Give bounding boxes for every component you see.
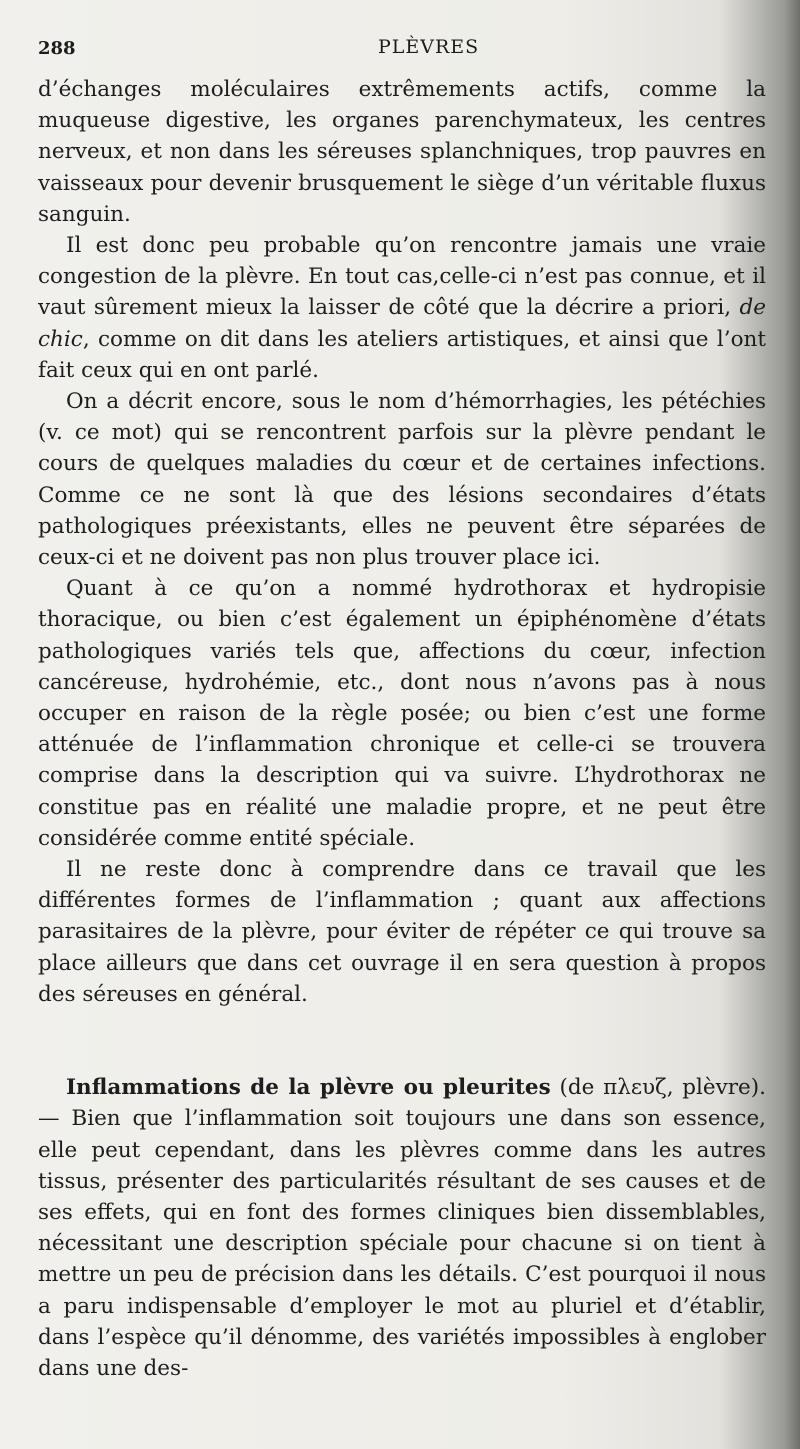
paragraph-congestion-text-start: Il est donc peu probable qu’on rencontre jamais une vraie congestion de la plèvre. En tout cas,celle-ci n’est pas connue, et il vaut sûrement mieux la laisser de côté que la décrire a priori, xyxy=(38,233,766,321)
running-head: PLÈVRES xyxy=(378,36,480,58)
paragraph-continuation: d’échanges moléculaires extrêmements actifs, comme la muqueuse digestive, les organes parenchymateux, les centres nerveux, et non dans les séreuses splanchniques, trop pauvres en vaisseaux pour devenir brusquement le siège d’un véritable fluxus sanguin. xyxy=(38,77,766,227)
paragraph-congestion-text-end: , comme on dit dans les ateliers artistiques, et ainsi que l’ont fait ceux qui en ont parlé. xyxy=(38,326,766,383)
paragraph-pleurites-text: (de πλευζ, plèvre). — Bien que l’inflammation soit toujours une dans son essence, elle peut cependant, dans les plèvres comme dans les autres tissus, présenter des particularités résultant de ses causes et de ses effets, qui en font des formes cliniques bien dissemblables, nécessitant une description spéciale pour chacune si on tient à mettre un peu de précision dans les détails. C’est pourquoi il nous a paru indispensable d’employer le mot au pluriel et d’établir, dans l’espèce qu’il dénomme, des variétés impossibles à englober dans une des- xyxy=(38,1075,767,1381)
body-text xyxy=(38,74,766,1384)
paragraph-congestion xyxy=(38,230,766,386)
italic-phrase: de chic xyxy=(38,295,766,352)
page-number: 288 xyxy=(38,38,76,59)
page-header xyxy=(38,36,768,62)
section-heading: Inflammations de la plèvre ou pleurites xyxy=(66,1075,551,1101)
paragraph-hemorrhagies: On a décrit encore, sous le nom d’hémorrhagies, les pétéchies (v. ce mot) qui se rencontrent parfois sur la plèvre pendant le cours de quelques maladies du cœur et de certaines infections. Comme ce ne sont là que des lésions secondaires d’états pathologiques préexistants, elles ne peuvent être séparées de ceux-ci et ne doivent pas non plus trouver place ici. xyxy=(38,389,766,571)
section-spacing xyxy=(38,1010,766,1072)
paragraph-hydrothorax: Quant à ce qu’on a nommé hydrothorax et hydropisie thoracique, ou bien c’est également un épiphénomène d’états pathologiques variés tels que, affections du cœur, infection cancéreuse, hydrohémie, etc., dont nous n’avons pas à nous occuper en raison de la règle posée; ou bien c’est une forme atténuée de l’inflammation chronique et celle-ci se trouvera comprise dans la description qui va suivre. L’hydrothorax ne constitue pas en réalité une maladie propre, et ne peut être considérée comme entité spéciale. xyxy=(38,576,766,851)
paragraph-pleurites xyxy=(38,1072,766,1384)
paragraph-inflammation-forms: Il ne reste donc à comprendre dans ce travail que les différentes formes de l’inflammation ; quant aux affections parasitaires de la plèvre, pour éviter de répéter ce qui trouve sa place ailleurs que dans cet ouvrage il en sera question à propos des séreuses en général. xyxy=(38,857,766,1007)
